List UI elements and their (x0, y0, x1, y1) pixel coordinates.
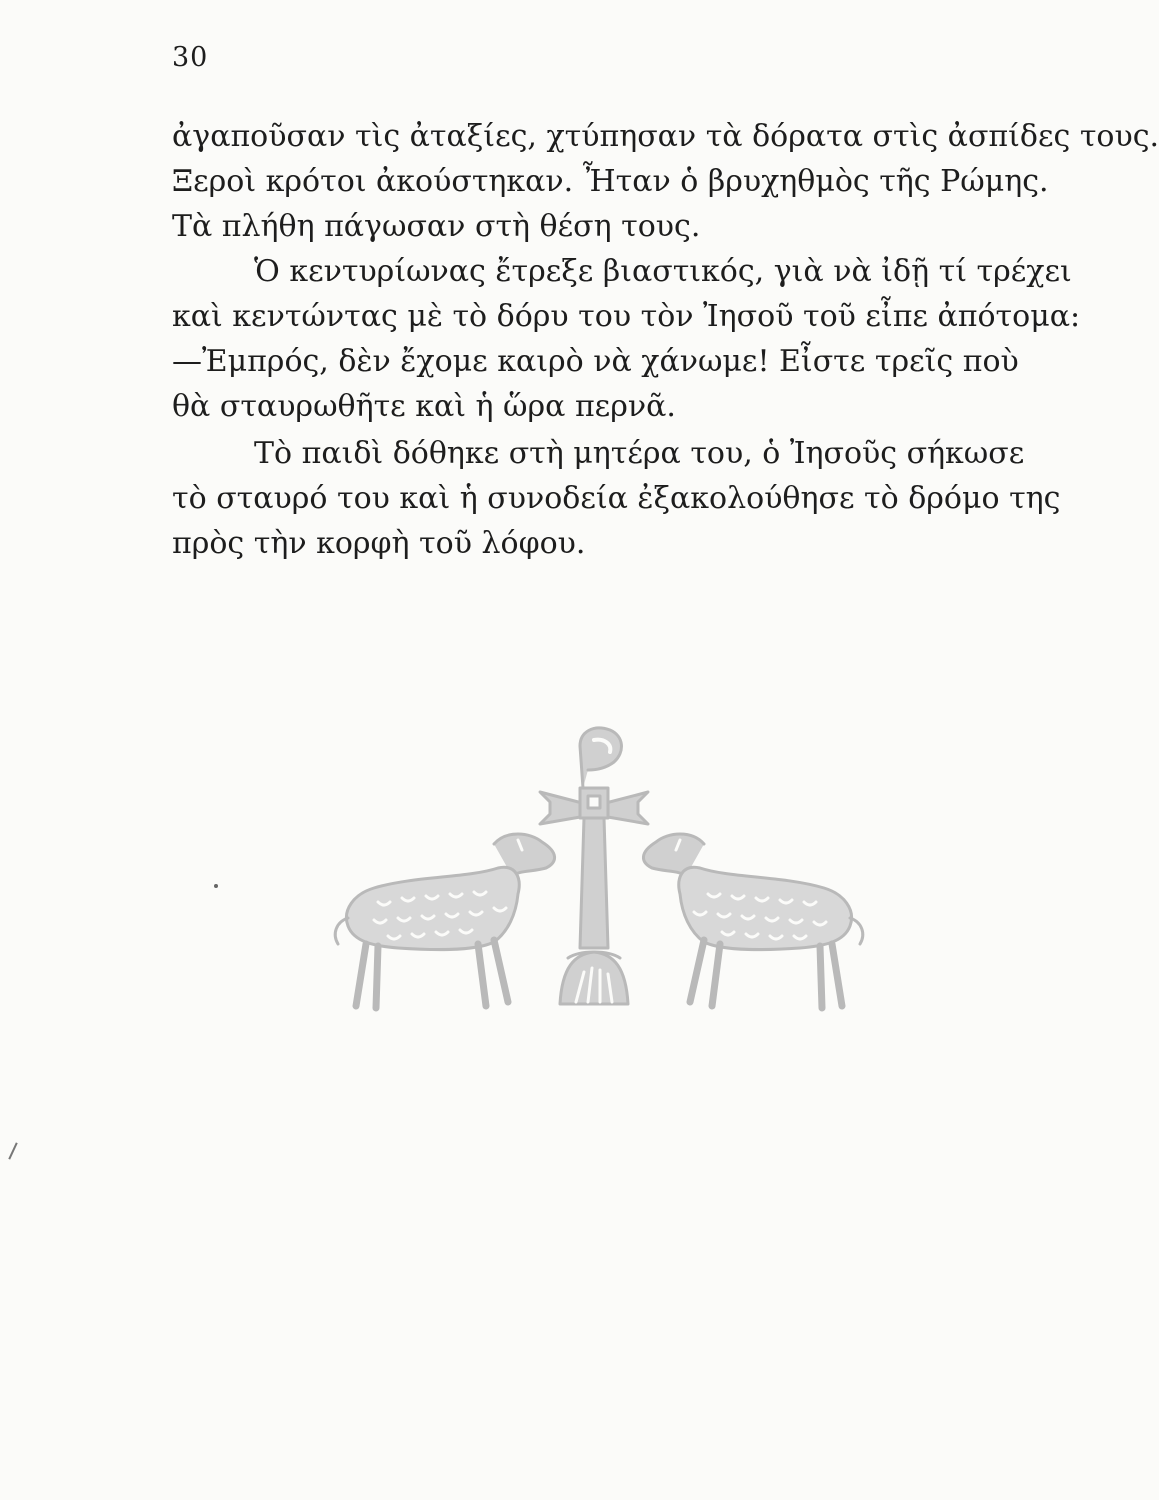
paragraph-1 (172, 114, 1159, 249)
ink-speck (214, 884, 218, 888)
left-lamb-icon (335, 834, 554, 1008)
paragraph-3 (172, 431, 1061, 566)
chi-rho-cross-icon (540, 728, 648, 1004)
text-line: ἀγαποῦσαν τὶς ἀταξίες, χτύπησαν τὰ δόρατα στὶς ἀσπίδες τους. (172, 119, 1159, 154)
text-line: —Ἐμπρός, δὲν ἔχομε καιρὸ νὰ χάνωμε! Εἶστε τρεῖς ποὺ (172, 344, 1019, 379)
text-line: καὶ κεντώντας μὲ τὸ δόρυ του τὸν Ἰησοῦ τοῦ εἶπε ἀπότομα: (172, 299, 1081, 334)
text-line: Τὰ πλήθη πάγωσαν στὴ θέση τους. (172, 209, 701, 244)
right-lamb-icon (643, 834, 862, 1008)
text-line: πρὸς τὴν κορφὴ τοῦ λόφου. (172, 526, 586, 561)
text-line: Τὸ παιδὶ δόθηκε στὴ μητέρα του, ὁ Ἰησοῦς σήκωσε (254, 436, 1025, 471)
body-text (172, 114, 1159, 566)
text-line: θὰ σταυρωθῆτε καὶ ἡ ὥρα περνᾶ. (172, 389, 676, 424)
text-line: Ὁ κεντυρίωνας ἔτρεξε βιαστικός, γιὰ νὰ ἰδῇ τί τρέχει (254, 254, 1072, 289)
page-number: 30 (172, 42, 209, 73)
lambs-and-cross-emblem (318, 718, 878, 1038)
page-edge-mark (8, 1142, 17, 1159)
paragraph-2 (172, 249, 1081, 429)
text-line: τὸ σταυρό του καὶ ἡ συνοδεία ἐξακολούθησε τὸ δρόμο της (172, 481, 1061, 516)
text-line: Ξεροὶ κρότοι ἀκούστηκαν. Ἦταν ὁ βρυχηθμὸς τῆς Ρώμης. (172, 164, 1049, 199)
